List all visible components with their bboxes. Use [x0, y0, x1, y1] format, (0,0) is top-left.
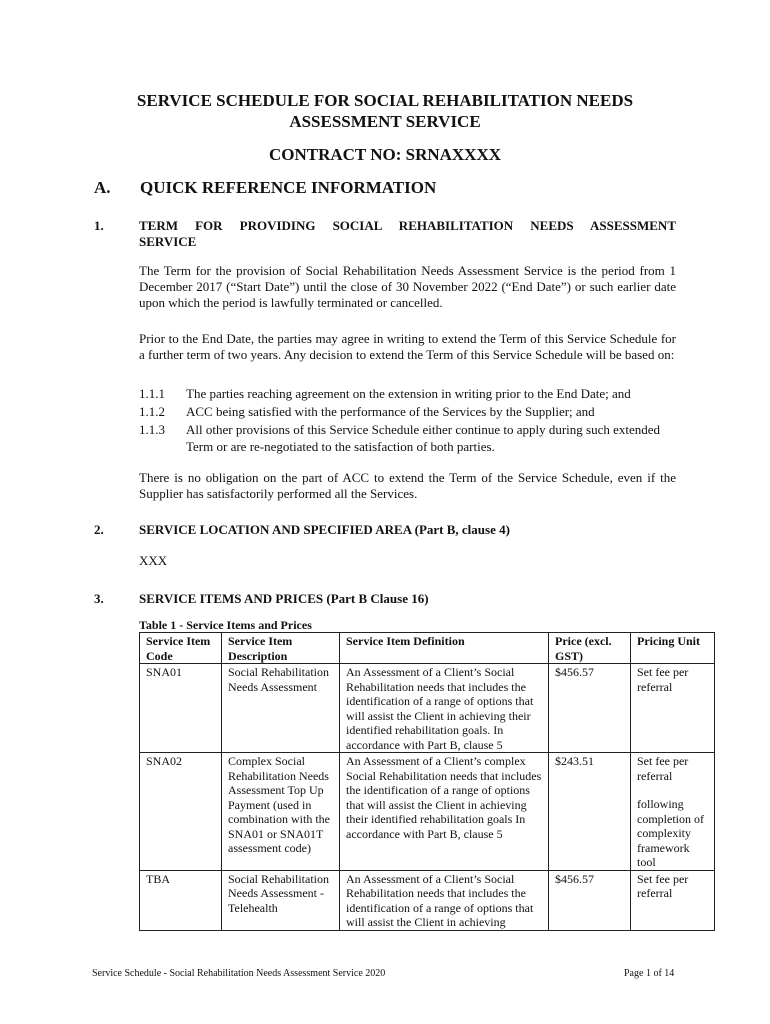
- section-1-paragraph-term: The Term for the provision of Social Rehabilitation Needs Assessment Service is the period from 1 December 2017 (“Start Date”) until the close of 30 November 2022 (“End Date”) or such earlier date upon which the period is lawfully terminated or cancelled.: [139, 263, 676, 310]
- table-header-cell: Service Item Code: [140, 633, 222, 664]
- list-item-number: 1.1.3: [139, 422, 165, 437]
- service-location-value: XXX: [139, 553, 168, 568]
- section-3-heading: SERVICE ITEMS AND PRICES (Part B Clause 16): [139, 591, 429, 606]
- table-cell-definition: An Assessment of a Client’s Social Rehabilitation needs that includes the identification of a range of options that will assist the Client in achieving: [340, 870, 549, 930]
- table-cell-definition: An Assessment of a Client’s Social Rehabilitation needs that includes the identification of a range of options that will assist the Client in achieving their identified rehabilitation goals. In accordance with Part B, clause 5: [340, 664, 549, 753]
- section-2-heading: SERVICE LOCATION AND SPECIFIED AREA (Part B, clause 4): [139, 522, 510, 537]
- table-cell-pricing-unit: [631, 753, 715, 871]
- section-a-heading: [94, 178, 437, 198]
- document-title-line-2: ASSESSMENT SERVICE: [289, 112, 481, 131]
- table-cell-pricing-unit: Set fee per referral: [631, 870, 715, 930]
- table-row: [140, 753, 715, 871]
- section-1-heading-line-2: SERVICE: [139, 234, 197, 249]
- table-header-row: [140, 633, 715, 664]
- table-cell-code: SNA01: [140, 664, 222, 753]
- table-cell-code: TBA: [140, 870, 222, 930]
- section-3-number: 3.: [94, 591, 104, 606]
- table-cell-description: Complex Social Rehabilitation Needs Assessment Top Up Payment (used in combination with the SNA01 or SNA01T assessment code): [222, 753, 340, 871]
- pricing-unit-text: Set fee per referral: [637, 754, 689, 783]
- list-item-number: 1.1.2: [139, 404, 165, 419]
- table-cell-price: $456.57: [549, 870, 631, 930]
- list-item-text: All other provisions of this Service Schedule either continue to apply during such extended Term or are re-negotiated to the satisfaction of both parties.: [186, 422, 661, 454]
- table-cell-definition: An Assessment of a Client’s complex Social Rehabilitation needs that includes the identification of a range of options that will assist the Client in achieving their identified rehabilitation goals In accordance with Part B, clause 5: [340, 753, 549, 871]
- section-1-number: 1.: [94, 218, 104, 233]
- service-items-table: [139, 632, 715, 931]
- footer-page-number: Page 1 of 14: [624, 968, 675, 979]
- section-a-letter: A.: [94, 178, 111, 197]
- section-2-number: 2.: [94, 522, 104, 537]
- table-caption: Table 1 - Service Items and Prices: [139, 618, 312, 632]
- section-a-label: QUICK REFERENCE INFORMATION: [140, 178, 437, 197]
- section-1-heading-line-1: TERM FOR PROVIDING SOCIAL REHABILITATION NEEDS ASSESSMENT: [139, 218, 676, 233]
- section-1-paragraph-extension: Prior to the End Date, the parties may agree in writing to extend the Term of this Service Schedule for a further term of two years. Any decision to extend the Term of this Service Schedule will be based on:: [139, 331, 676, 362]
- list-item-number: 1.1.1: [139, 386, 165, 401]
- table-cell-code: SNA02: [140, 753, 222, 871]
- table-cell-price: $456.57: [549, 664, 631, 753]
- pricing-unit-note: following completion of complexity framework tool: [637, 797, 704, 869]
- table-cell-description: Social Rehabilitation Needs Assessment: [222, 664, 340, 753]
- document-title-line-1: SERVICE SCHEDULE FOR SOCIAL REHABILITATION NEEDS: [136, 91, 634, 110]
- footer-document-name: Service Schedule - Social Rehabilitation Needs Assessment Service 2020: [92, 968, 386, 979]
- list-item-text: ACC being satisfied with the performance of the Services by the Supplier; and: [186, 404, 595, 419]
- table-header-cell: Price (excl. GST): [549, 633, 631, 664]
- list-item-text: The parties reaching agreement on the extension in writing prior to the End Date; and: [186, 386, 631, 401]
- table-row: [140, 664, 715, 753]
- table-row: [140, 870, 715, 930]
- table-header-cell: Service Item Definition: [340, 633, 549, 664]
- table-cell-description: Social Rehabilitation Needs Assessment - Telehealth: [222, 870, 340, 930]
- table-header-cell: Pricing Unit: [631, 633, 715, 664]
- contract-number: CONTRACT NO: SRNAXXXX: [268, 145, 502, 164]
- table-cell-pricing-unit: Set fee per referral: [631, 664, 715, 753]
- table-cell-price: $243.51: [549, 753, 631, 871]
- table-header-cell: Service Item Description: [222, 633, 340, 664]
- section-1-paragraph-obligation: There is no obligation on the part of ACC to extend the Term of the Service Schedule, even if the Supplier has satisfactorily performed all the Services.: [139, 470, 676, 501]
